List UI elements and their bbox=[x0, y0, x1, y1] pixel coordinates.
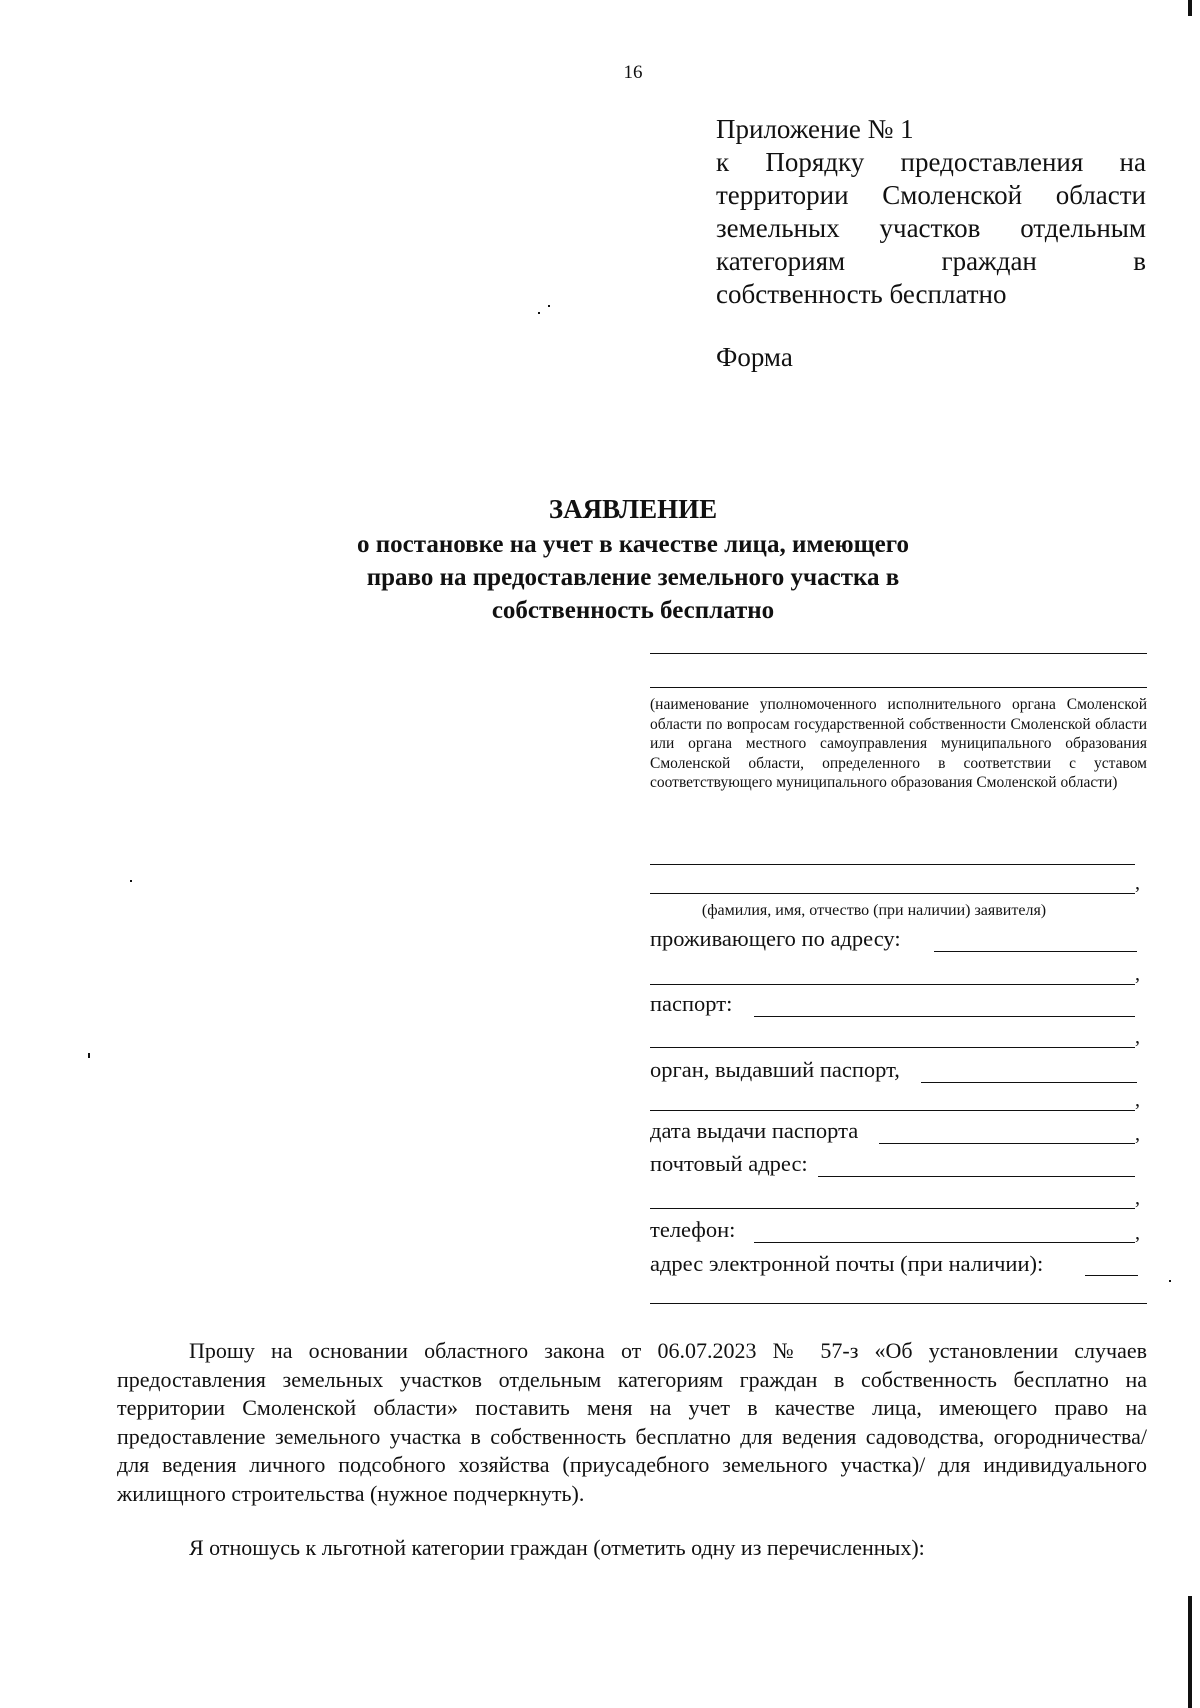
issue-date-blank-line[interactable] bbox=[879, 1143, 1135, 1144]
scan-speck bbox=[88, 1053, 90, 1058]
postal-blank-line[interactable] bbox=[650, 1208, 1135, 1209]
comma: , bbox=[1135, 1222, 1140, 1244]
scan-edge bbox=[1188, 1596, 1192, 1708]
title-line: собственность бесплатно bbox=[491, 597, 775, 624]
appendix-line: собственность бесплатно bbox=[716, 279, 1007, 309]
appendix-line: территории Смоленской области bbox=[716, 180, 1146, 210]
address-label: проживающего по адресу: bbox=[650, 926, 901, 951]
scan-speck bbox=[1169, 1280, 1171, 1282]
request-paragraph bbox=[117, 1337, 1147, 1508]
page-number: 16 bbox=[623, 62, 643, 83]
phone-blank-line[interactable] bbox=[754, 1242, 1135, 1243]
scan-speck bbox=[130, 880, 132, 882]
addressee-note: (наименование уполномоченного исполнительного органа Смоленской области по вопросам государственной собственности Смоленской области или органа местного самоуправления муниципального образования Смоленской области, определенного в соответствии с уставом соответствующего муниципального образования Смоленской области) bbox=[650, 696, 1147, 791]
appendix-line: категориям граждан в bbox=[716, 246, 1146, 276]
comma: , bbox=[1135, 963, 1140, 985]
phone-label: телефон: bbox=[650, 1217, 736, 1242]
issuer-blank-line[interactable] bbox=[650, 1110, 1135, 1111]
scan-speck bbox=[548, 305, 550, 307]
email-blank-line[interactable] bbox=[650, 1303, 1147, 1304]
appendix-title: Приложение № 1 bbox=[716, 114, 914, 144]
form-label: Форма bbox=[716, 342, 793, 372]
issuer-label: орган, выдавший паспорт, bbox=[650, 1057, 900, 1082]
title-line: о постановке на учет в качестве лица, имеющего bbox=[356, 531, 910, 558]
comma: , bbox=[1135, 1026, 1140, 1048]
postal-blank-line[interactable] bbox=[818, 1176, 1135, 1177]
document-title bbox=[0, 493, 1200, 627]
email-blank-line[interactable] bbox=[1085, 1275, 1138, 1276]
applicant-blank-line[interactable] bbox=[650, 893, 1135, 894]
title-main: ЗАЯВЛЕНИЕ bbox=[548, 494, 718, 524]
appendix-header bbox=[716, 113, 1146, 311]
postal-label: почтовый адрес: bbox=[650, 1151, 808, 1176]
addressee-blank-line[interactable] bbox=[650, 653, 1147, 654]
passport-blank-line[interactable] bbox=[650, 1047, 1135, 1048]
request-text: Прошу на основании областного закона от 06.07.2023 № 57-з «Об установлении случаев предоставления земельных участков отдельным категориям граждан в собственность бесплатно на территории Смоленской области» поставить меня на учет в качестве лица, имеющего право на предоставление земельного участка в собственность бесплатно для ведения садоводства, огородничества/ для ведения личного подсобного хозяйства (приусадебного земельного участка)/ для индивидуального жилищного строительства (нужное подчеркнуть). bbox=[117, 1338, 1147, 1506]
email-label: адрес электронной почты (при наличии): bbox=[650, 1251, 1044, 1276]
applicant-note: (фамилия, имя, отчество (при наличии) заявителя) bbox=[701, 902, 1047, 919]
category-paragraph: Я отношусь к льготной категории граждан (отметить одну из перечисленных): bbox=[189, 1535, 925, 1560]
passport-blank-line[interactable] bbox=[754, 1016, 1135, 1017]
comma: , bbox=[1135, 1187, 1140, 1209]
scan-edge bbox=[1188, 0, 1192, 16]
comma: , bbox=[1135, 1089, 1140, 1111]
appendix-line: к Порядку предоставления на bbox=[716, 147, 1146, 177]
address-blank-line[interactable] bbox=[934, 951, 1137, 952]
comma: , bbox=[1135, 1123, 1140, 1145]
issue-date-label: дата выдачи паспорта bbox=[650, 1118, 859, 1143]
address-blank-line[interactable] bbox=[650, 984, 1135, 985]
comma: , bbox=[1135, 872, 1140, 894]
title-line: право на предоставление земельного участка в bbox=[366, 564, 900, 591]
addressee-blank-line[interactable] bbox=[650, 687, 1147, 688]
applicant-blank-line[interactable] bbox=[650, 864, 1135, 865]
issuer-blank-line[interactable] bbox=[921, 1082, 1137, 1083]
appendix-line: земельных участков отдельным bbox=[716, 213, 1146, 243]
scan-speck bbox=[538, 312, 540, 314]
passport-label: паспорт: bbox=[650, 991, 733, 1016]
